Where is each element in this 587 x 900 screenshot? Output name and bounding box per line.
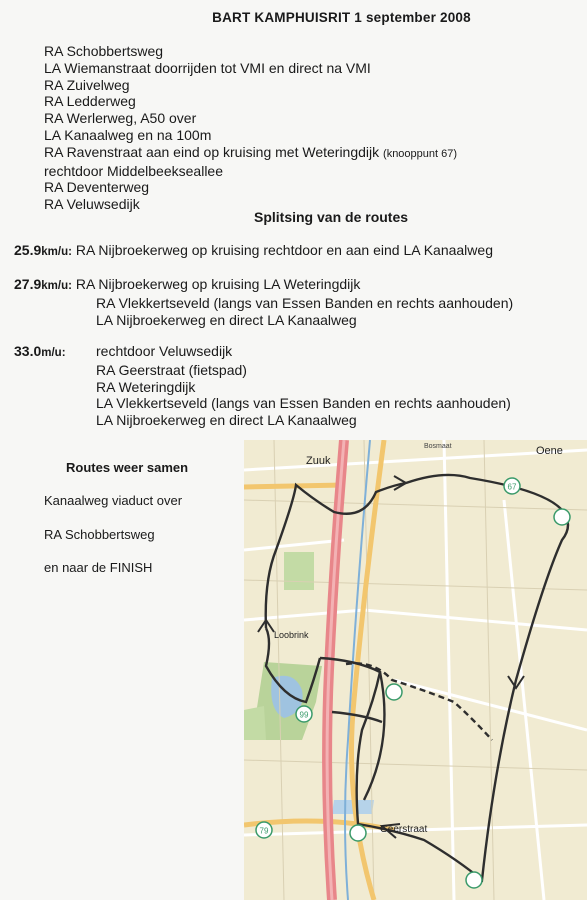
direction-line: RA Deventerweg [44,179,150,196]
route-map [244,440,587,900]
route-line: RA Nijbroekerweg op kruising rechtdoor en aan eind LA Kanaalweg [75,242,493,258]
together-line: Kanaalweg viaduct over [44,493,183,508]
route-line: RA Weteringdijk [96,378,196,395]
node-marker [256,822,272,838]
route-line: RA Nijbroekerweg op kruising LA Weteringdijk [75,276,361,292]
page-title: BART KAMPHUISRIT 1 september 2008 [212,10,471,25]
node-marker [466,872,482,888]
place-label: Loobrink [274,630,309,640]
route-line: rechtdoor Veluwsedijk [96,343,233,359]
together-line: en naar de FINISH [44,560,153,575]
node-marker [554,509,570,525]
direction-line: LA Wiemanstraat doorrijden tot VMI en direct na VMI [44,59,371,76]
node-marker [504,478,520,494]
place-label: Zuuk [306,455,331,467]
route-line: LA Nijbroekerweg en direct LA Kanaalweg [96,311,357,328]
split-heading: Splitsing van de routes [254,209,409,225]
place-label: Oene [536,445,563,457]
intro-directions [44,43,457,213]
direction-line: rechtdoor Middelbeekseallee [44,162,223,179]
direction-line: RA Werlerweg, A50 over [44,110,197,127]
route-line: RA Vlekkertseveld (langs van Essen Banden en rechts aanhouden) [96,294,514,311]
place-label: Geerstraat [380,824,428,835]
direction-line: LA Kanaalweg en na 100m [44,126,212,143]
node-label: 67 [507,482,517,492]
knooppunt-note: (knooppunt 67) [383,147,458,160]
direction-line: RA Ledderweg [44,93,136,110]
node-label: 99 [299,710,309,720]
together-line: RA Schobbertsweg [44,527,155,542]
route-speed: 33.0m/u: [14,343,66,359]
park-area [244,706,266,740]
direction-line [44,144,457,163]
node-label: 79 [259,826,269,836]
route-25-9 [14,242,493,261]
route-line: LA Vlekkertseveld (langs van Essen Banden en rechts aanhouden) [96,395,511,412]
node-marker [296,706,312,722]
route-speed: 25.9km/u: [14,242,72,258]
park-area [284,552,314,590]
route-speed: 27.9km/u: [14,276,72,292]
place-label: Bosmaat [424,443,452,450]
route-line: RA Geerstraat (fietspad) [96,361,247,378]
node-marker [350,825,366,841]
node-marker [386,684,402,700]
direction-line: RA Schobbertsweg [44,43,164,59]
route-line: LA Nijbroekerweg en direct LA Kanaalweg [96,412,357,429]
yellow-road [244,485,344,487]
route-33-0 [14,343,511,429]
direction-line: RA Veluwsedijk [44,196,140,213]
direction-text: RA Ravenstraat aan eind op kruising met Weteringdijk [44,143,380,160]
route-27-9 [14,276,513,328]
together-heading: Routes weer samen [66,460,189,475]
direction-line: RA Zuivelweg [44,76,130,93]
route-map-svg [244,440,587,900]
